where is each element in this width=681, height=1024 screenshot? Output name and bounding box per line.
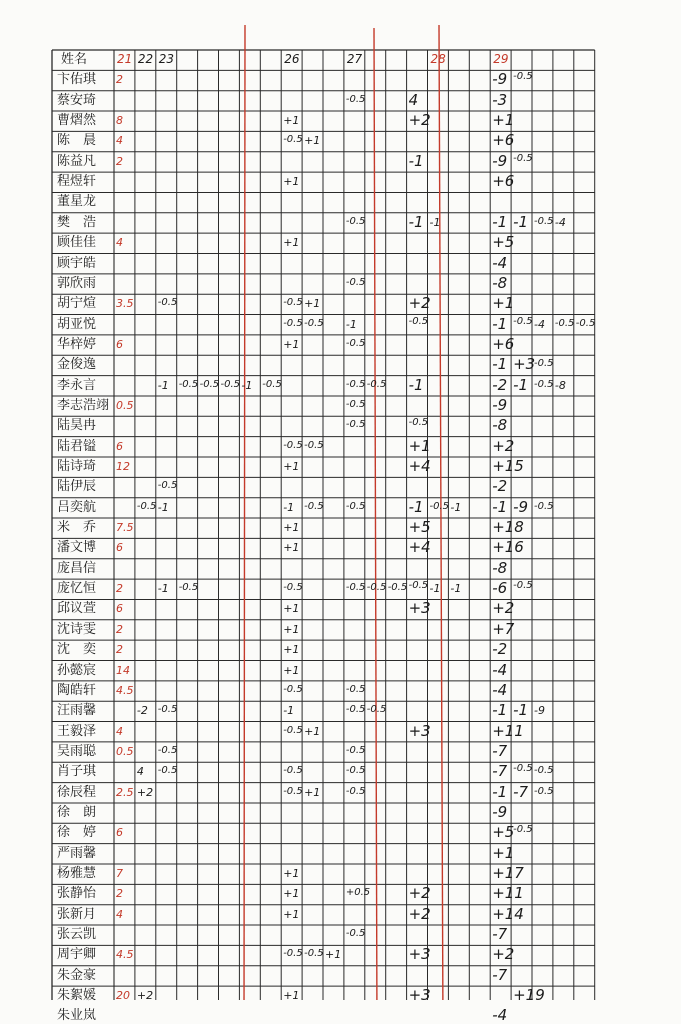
score-mark: +1 — [283, 602, 300, 616]
student-name: 米乔 — [57, 520, 110, 536]
student-name: 陈益凡 — [57, 153, 97, 169]
score-mark: -4 — [554, 215, 566, 229]
score-mark: +14 — [492, 904, 524, 923]
score-mark: 4.5 — [116, 948, 134, 962]
score-mark: -1 — [513, 701, 529, 720]
score-mark: -0.5 — [283, 724, 303, 736]
student-name: 陆昊冉 — [57, 418, 97, 434]
score-mark: -1 — [283, 704, 295, 718]
student-name: 沈奕 — [57, 642, 110, 658]
score-mark: +3 — [408, 721, 431, 740]
score-mark: -0.5 — [345, 582, 366, 594]
score-mark: +1 — [325, 948, 342, 962]
score-mark: +16 — [492, 538, 524, 557]
score-mark: 12 — [116, 460, 130, 473]
score-mark: -0.5 — [387, 582, 408, 594]
student-name: 李永言 — [57, 377, 97, 393]
student-name: 顾宇皓 — [57, 255, 97, 271]
score-mark: +1 — [283, 989, 300, 1003]
score-mark: +11 — [492, 721, 524, 740]
student-name: 郭欣雨 — [57, 275, 97, 291]
score-mark: 4 — [136, 765, 144, 779]
student-name: 庞忆恒 — [57, 581, 97, 597]
header-date: 26 — [284, 52, 300, 66]
header-date: 21 — [117, 52, 133, 66]
score-mark: +1 — [283, 541, 300, 555]
score-mark: +1 — [283, 175, 300, 189]
score-mark: -0.5 — [408, 315, 429, 327]
score-mark: +3 — [408, 945, 431, 964]
score-mark: -0.5 — [157, 765, 178, 777]
score-mark: +15 — [492, 457, 524, 475]
score-mark: 6 — [116, 337, 123, 351]
score-mark: +17 — [492, 864, 524, 882]
student-name: 徐朗 — [57, 804, 110, 820]
score-mark: -0.5 — [345, 765, 366, 777]
score-mark: -0.5 — [283, 582, 303, 594]
score-mark: -0.5 — [513, 152, 533, 164]
score-mark: -0.5 — [366, 704, 387, 716]
score-mark: -1 — [408, 497, 424, 516]
header-date: 28 — [430, 52, 446, 66]
score-mark: -0.5 — [304, 317, 324, 329]
score-mark: -0.5 — [283, 439, 303, 451]
score-mark: -0.5 — [283, 297, 303, 309]
score-mark: +5 — [492, 233, 515, 252]
score-mark: -0.5 — [304, 500, 324, 512]
score-mark: -1 — [513, 212, 529, 231]
score-mark: -0.5 — [220, 378, 241, 390]
score-mark: +1 — [408, 436, 431, 455]
score-mark: +5 — [492, 823, 515, 842]
score-mark: -1 — [157, 378, 169, 392]
score-mark: -2 — [136, 704, 148, 718]
score-mark: -1 — [345, 317, 357, 331]
score-mark: +1 — [492, 294, 515, 313]
score-mark: -0.5 — [513, 315, 533, 327]
score-mark: -0.5 — [345, 93, 366, 105]
score-mark: -0.5 — [513, 763, 533, 775]
score-mark: -0.5 — [283, 134, 303, 146]
score-mark: -1 — [450, 500, 462, 514]
score-mark: -0.5 — [513, 580, 533, 592]
score-mark: -4 — [492, 1006, 508, 1024]
score-mark: +2 — [408, 294, 431, 313]
score-mark: -2 — [492, 640, 508, 659]
score-mark: +1 — [304, 297, 321, 311]
score-mark: +3 — [408, 986, 431, 1005]
score-mark: -0.5 — [178, 582, 199, 594]
score-mark: -0.5 — [345, 398, 366, 410]
student-name: 肖子琪 — [57, 764, 97, 780]
score-mark: +2 — [408, 111, 431, 130]
score-mark: +1 — [283, 236, 300, 250]
score-mark: -4 — [492, 680, 508, 699]
score-mark: 2 — [116, 73, 123, 87]
student-name: 胡亚悦 — [57, 316, 97, 332]
student-name: 曹熠然 — [57, 113, 97, 129]
student-name: 朱金豪 — [57, 967, 97, 983]
score-mark: -1 — [157, 500, 169, 514]
score-mark: +2 — [408, 884, 431, 903]
score-mark: -0.5 — [304, 439, 324, 451]
student-name: 张云凯 — [57, 927, 97, 943]
score-mark: -0.5 — [304, 948, 324, 960]
score-mark: +0.5 — [345, 887, 371, 899]
score-mark: -4 — [534, 317, 545, 331]
score-mark: -1 — [450, 582, 462, 596]
score-mark: -0.5 — [345, 500, 366, 512]
score-mark: -0.5 — [408, 580, 429, 592]
score-mark: -9 — [492, 802, 508, 821]
score-mark: -8 — [554, 378, 566, 392]
score-mark: -0.5 — [575, 317, 596, 329]
score-mark: -1 — [408, 151, 424, 170]
score-mark: +2 — [136, 785, 154, 799]
score-mark: 3.5 — [116, 297, 134, 311]
student-name: 朱絮媛 — [57, 988, 97, 1004]
student-name: 董星龙 — [57, 194, 97, 210]
score-mark: -0.5 — [345, 704, 366, 716]
student-name: 卞佑琪 — [57, 72, 97, 88]
student-name: 李志浩翊 — [57, 397, 110, 413]
student-name: 潘文博 — [57, 540, 97, 556]
score-mark: +7 — [492, 619, 515, 638]
student-name: 顾佳佳 — [57, 235, 97, 251]
score-mark: 8 — [116, 114, 123, 128]
score-mark: -0.5 — [534, 765, 554, 777]
score-mark: -0.5 — [366, 582, 387, 594]
student-name: 严雨馨 — [57, 845, 97, 861]
header-date: 29 — [493, 52, 509, 66]
score-mark: -3 — [492, 90, 508, 109]
score-mark: 4 — [408, 90, 419, 109]
score-mark: 2 — [116, 154, 123, 168]
score-mark: -4 — [492, 660, 508, 679]
date-divider-line — [439, 25, 443, 1000]
score-mark: -1 — [492, 701, 508, 720]
student-name: 吕奕航 — [57, 499, 97, 515]
score-mark: -0.5 — [345, 337, 366, 349]
score-mark: 4 — [116, 724, 123, 738]
score-mark: 6 — [116, 439, 123, 453]
score-mark: -7 — [513, 782, 529, 801]
student-name: 蔡安琦 — [57, 92, 97, 108]
score-mark: -7 — [492, 741, 508, 760]
student-name: 吴雨聪 — [57, 743, 97, 759]
score-mark: +4 — [408, 538, 431, 557]
student-name: 张新月 — [57, 906, 97, 922]
score-mark: -1 — [492, 782, 508, 801]
score-mark: -0.5 — [283, 948, 303, 960]
score-mark: -0.5 — [534, 358, 554, 370]
student-name: 华梓婷 — [57, 336, 97, 352]
student-name: 周宇卿 — [57, 947, 97, 963]
score-mark: -1 — [408, 375, 424, 394]
student-name: 汪雨馨 — [57, 703, 97, 719]
score-mark: +2 — [492, 945, 515, 964]
score-mark: +1 — [283, 460, 300, 473]
score-mark: 0.5 — [116, 744, 134, 758]
score-mark: +18 — [492, 518, 524, 537]
score-mark: -0.5 — [283, 683, 303, 695]
score-mark: -0.5 — [534, 378, 554, 390]
score-mark: -0.5 — [345, 378, 366, 390]
score-mark: -8 — [492, 558, 508, 577]
student-name: 朱业岚 — [57, 1008, 97, 1024]
score-mark: -0.5 — [345, 683, 366, 695]
student-name: 徐辰程 — [57, 784, 97, 800]
score-mark: -4 — [492, 253, 508, 272]
score-mark: -0.5 — [283, 765, 303, 777]
score-mark: -9 — [492, 70, 508, 89]
score-mark: -1 — [492, 355, 508, 374]
score-mark: +1 — [492, 111, 515, 130]
score-mark: -7 — [492, 965, 508, 984]
student-name: 陈晨 — [57, 133, 110, 149]
score-mark: -1 — [241, 378, 253, 392]
score-mark: 2 — [116, 622, 123, 636]
score-mark: 4 — [116, 907, 123, 921]
student-name: 胡宁煊 — [57, 296, 97, 312]
score-mark: 0.5 — [116, 398, 134, 412]
header-date: 23 — [158, 52, 175, 66]
score-mark: +1 — [283, 643, 300, 657]
score-mark: -0.5 — [262, 378, 282, 390]
date-divider-line — [374, 28, 377, 1000]
score-mark: -0.5 — [408, 417, 429, 429]
header-name-label: 姓名 — [61, 52, 88, 67]
score-mark: +2 — [136, 989, 154, 1003]
score-mark: +3 — [513, 355, 536, 374]
score-mark: -0.5 — [534, 215, 554, 227]
score-mark: +1 — [304, 134, 321, 148]
score-mark: 4 — [116, 134, 123, 148]
score-mark: +6 — [492, 334, 515, 353]
score-mark: -0.5 — [283, 317, 303, 329]
score-mark: +1 — [283, 663, 300, 677]
score-mark: -0.5 — [345, 744, 366, 756]
score-mark: -2 — [492, 375, 508, 394]
score-mark: +5 — [408, 518, 431, 537]
score-mark: 2 — [116, 582, 123, 596]
student-name: 庞昌信 — [57, 560, 97, 576]
score-mark: -0.5 — [157, 704, 178, 716]
score-mark: -1 — [492, 497, 508, 516]
student-name: 樊浩 — [57, 214, 110, 230]
score-mark: -7 — [492, 762, 508, 781]
score-mark: +6 — [492, 131, 515, 150]
score-mark: -0.5 — [429, 500, 450, 512]
score-mark: -1 — [492, 314, 508, 333]
score-mark: +1 — [283, 907, 300, 921]
score-mark: +19 — [513, 986, 545, 1005]
student-name: 沈诗雯 — [57, 621, 97, 637]
score-mark: -9 — [513, 497, 529, 516]
score-mark: -0.5 — [345, 419, 366, 431]
student-name: 陆君镒 — [57, 438, 97, 454]
score-mark: +1 — [492, 843, 515, 862]
score-mark: -1 — [429, 215, 441, 229]
score-mark: -9 — [492, 151, 508, 170]
score-mark: -0.5 — [534, 500, 554, 512]
score-mark: -1 — [157, 582, 169, 596]
score-mark: -8 — [492, 273, 508, 292]
score-mark: 20 — [116, 989, 130, 1003]
score-mark: -0.5 — [178, 378, 199, 390]
score-mark: +1 — [283, 114, 300, 128]
score-mark: +2 — [408, 904, 431, 923]
score-mark: -0.5 — [554, 317, 575, 329]
score-mark: 14 — [116, 663, 130, 677]
score-mark: -0.5 — [157, 297, 178, 309]
score-mark: -0.5 — [157, 480, 178, 492]
score-mark: -0.5 — [345, 928, 366, 940]
score-mark: +4 — [408, 457, 431, 475]
score-mark: -0.5 — [513, 71, 533, 83]
score-mark: +1 — [304, 785, 321, 799]
student-name: 陆伊辰 — [57, 479, 97, 495]
score-mark: -0.5 — [199, 378, 220, 390]
score-mark: -1 — [408, 212, 424, 231]
score-mark: 4.5 — [116, 683, 134, 697]
score-mark: -2 — [492, 477, 508, 496]
score-mark: -6 — [492, 579, 508, 598]
score-mark: +1 — [283, 867, 300, 880]
score-mark: 6 — [116, 826, 123, 840]
score-mark: -9 — [492, 395, 508, 414]
score-mark: +1 — [283, 521, 300, 535]
score-mark: -1 — [429, 582, 441, 596]
score-mark: -0.5 — [366, 378, 387, 390]
score-mark: -0.5 — [157, 744, 178, 756]
student-name: 邱议萱 — [57, 601, 97, 617]
student-name: 程煜轩 — [57, 174, 97, 190]
score-mark: +1 — [283, 337, 300, 351]
score-mark: +1 — [304, 724, 321, 738]
student-name: 陆诗琦 — [57, 459, 97, 474]
score-mark: +2 — [492, 436, 515, 455]
score-mark: -0.5 — [345, 215, 366, 227]
student-name: 金俊逸 — [57, 357, 97, 373]
header-date: 27 — [346, 52, 363, 66]
score-mark: 2 — [116, 887, 123, 901]
score-mark: -0.5 — [345, 276, 366, 288]
score-mark: 7 — [116, 867, 123, 880]
score-mark: +1 — [283, 887, 300, 901]
score-mark: -0.5 — [513, 824, 533, 836]
score-mark: +11 — [492, 884, 524, 903]
score-mark: -1 — [283, 500, 295, 514]
score-mark: 6 — [116, 602, 123, 616]
student-name: 张静怡 — [57, 886, 97, 902]
score-mark: +6 — [492, 172, 515, 191]
score-mark: 7.5 — [116, 521, 134, 535]
score-mark: -1 — [492, 212, 508, 231]
date-divider-line — [244, 25, 245, 1000]
score-mark: +1 — [283, 622, 300, 636]
score-mark: -0.5 — [345, 785, 366, 797]
score-mark: -0.5 — [283, 785, 303, 797]
student-name: 王毅泽 — [57, 723, 97, 739]
score-mark: 4 — [116, 236, 123, 250]
score-mark: -8 — [492, 416, 508, 435]
student-name: 陶皓轩 — [57, 682, 97, 698]
score-mark: -1 — [513, 375, 529, 394]
score-mark: +2 — [492, 599, 515, 618]
score-mark: +3 — [408, 599, 431, 618]
score-mark: -9 — [534, 704, 545, 718]
student-name: 孙懿宸 — [57, 662, 97, 678]
header-date: 22 — [137, 52, 154, 66]
score-mark: -0.5 — [136, 500, 157, 512]
score-mark: -7 — [492, 925, 508, 944]
score-mark: 2.5 — [116, 785, 134, 799]
student-name: 徐婷 — [57, 825, 110, 841]
student-name: 杨雅慧 — [57, 866, 97, 881]
score-mark: -0.5 — [534, 785, 554, 797]
score-mark: 6 — [116, 541, 123, 555]
score-mark: 2 — [116, 643, 123, 657]
